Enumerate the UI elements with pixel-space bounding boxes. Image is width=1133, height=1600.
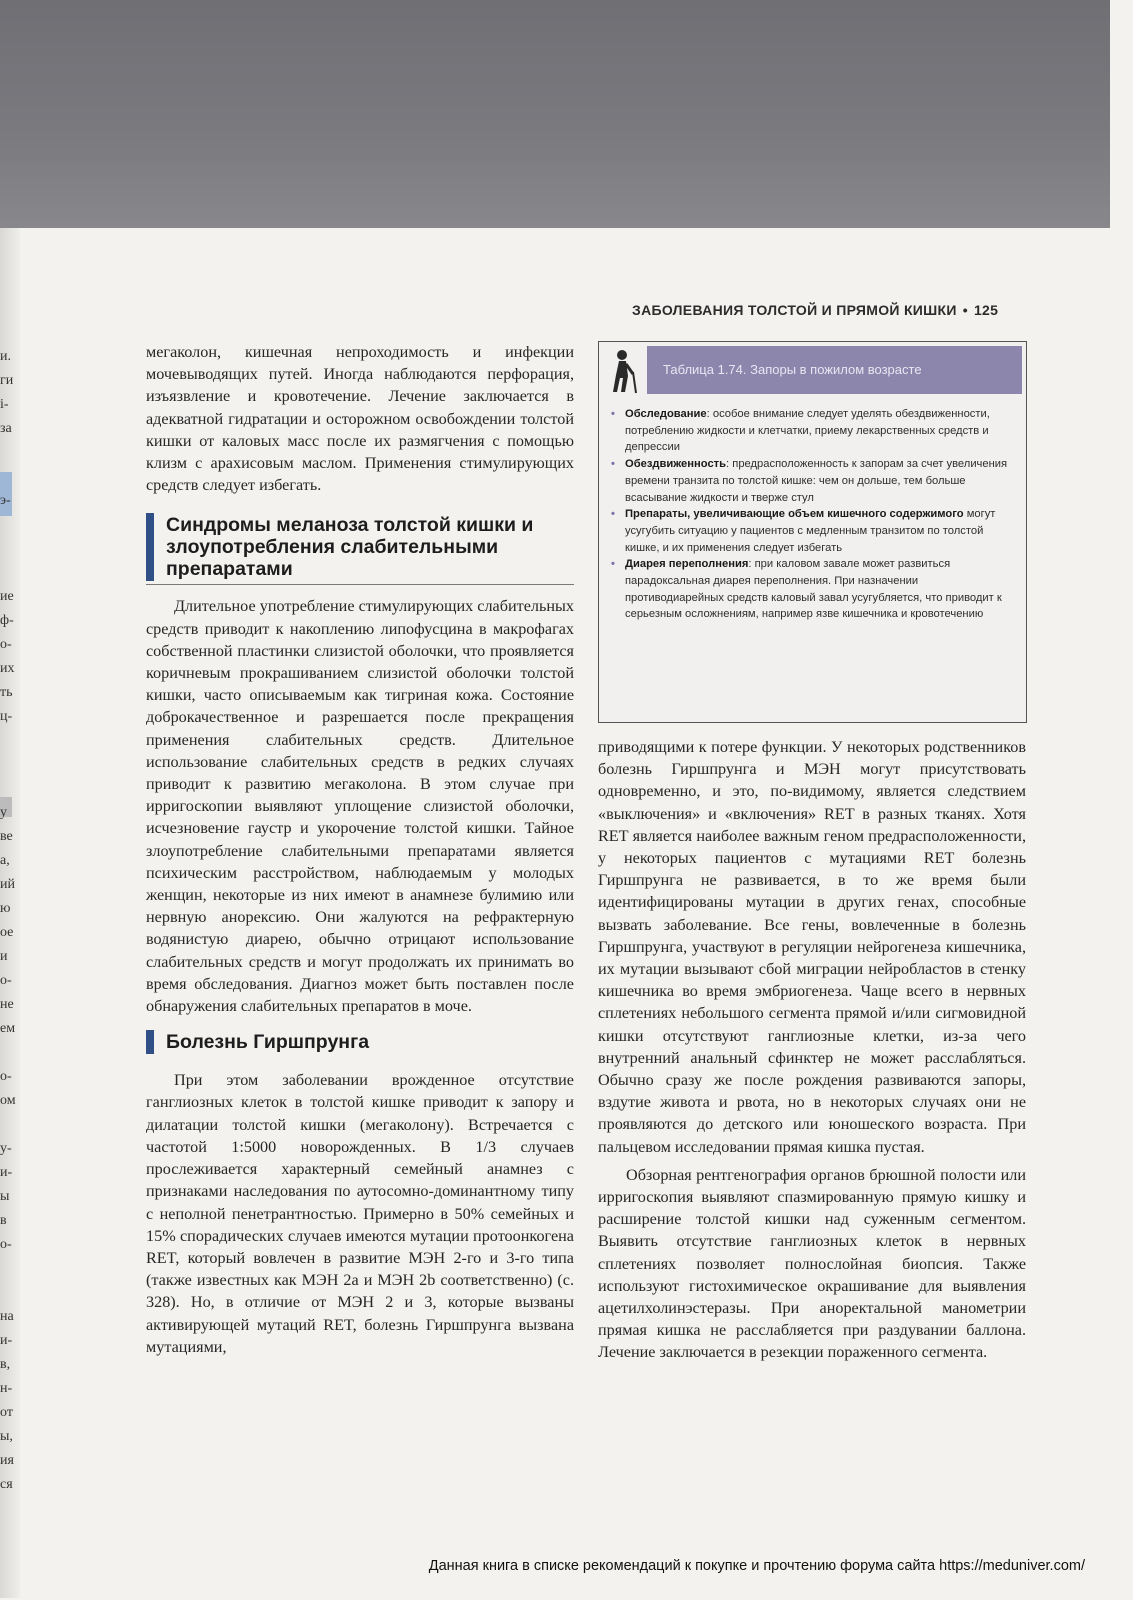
paragraph: Длительное употребление стимулирующих слабительных средств приводит к накоплению липофусцина в макрофагах собственной пластинки слизистой оболочки, что проявляется коричневым прокрашиванием слизистой оболочки толстой кишки, часто описываемым как тигриная кожа. Состояние доброкачественное и разрешается после прекращения применения слабительных средств. Длительное использование слабительных средств в редких случаях приводит к развитию мегаколона. В этом случае при ирригоскопии выявляют уплощение слизистой оболочки, исчезновение гаустр и укорочение толстой кишки. Тайное злоупотребление слабительными препаратами является психическим расстройством, наблюдаемым у молодых женщин, некоторые из них имеют в анамнезе булимию или нервную анорексию. Они жалуются на рефрактерную водянистую диарею, обычно отрицают использование слабительных средств и могут продолжать их принимать во время обследования. Диагноз может быть поставлен после обнаружения слабительных препаратов в моче. [146,597,574,1016]
right-column [598,736,1026,1364]
edge-fragment: ом [0,1093,16,1108]
edge-fragment: о- [0,1069,12,1084]
paragraph: приводящими к потере функции. У некоторых родственников болезнь Гиршпрунга и МЭН могут присутствовать одновременно, и это, по-видимому, является следствием «выключения» и «включения» RET в разных тканях. Хотя RET является наиболее важным геном предрасположенности, у некоторых пациентов с мутациями RET болезнь Гиршпрунга не развивается, в то же время были идентифицированы мутации в других генах, способные вызвать заболевание. Все гены, вовлеченные в болезнь Гиршпрунга, участвуют в регуляции нейрогенеза кишечника, их мутации вызывают сбой миграции нейробластов в стенку кишечника во время эмбриогенеза. Чаще всего в нервных сплетениях небольшого сегмента прямой и/или сигмовидной кишки отсутствуют ганглиозные клетки, из-за чего внутренний анальный сфинктер не может расслабляться. Обычно сразу же после рождения развиваются запоры, вздутие живота и рвота, но в некоторых случаях они не проявляются до детского или юношеского возраста. При пальцевом исследовании прямая кишка пустая. [598,738,1026,1156]
box-item-text: : предрасположенность к запорам за счет увеличения времени транзита по толстой кишке: чем он дольше, тем больше всасывание жидкости и тверже стул [625,458,1008,504]
edge-fragment: ы, [0,1429,13,1444]
edge-fragment: в, [0,1357,11,1372]
edge-fragment: о- [0,973,12,988]
box-item-term: Препараты, увеличивающие объем кишечного содержимого [625,508,964,521]
bullet-icon: • [611,458,615,471]
edge-fragment: ся [0,1477,13,1492]
edge-fragment: ги [0,373,14,388]
heading-text: Синдромы меланоза толстой кишки и злоупотребления слабительными препаратами [166,514,534,581]
edge-fragment [0,537,20,561]
footer-note: Данная книга в списке рекомендаций к покупке и прочтению форума сайта https://meduniver.com/ [428,1558,1085,1574]
previous-page-text-fragments [0,345,20,1497]
edge-fragment: ем [0,1021,16,1036]
box-title: Таблица 1.74. Запоры в пожилом возрасте [647,346,1022,394]
edge-fragment [0,513,20,537]
edge-fragment [0,1281,20,1305]
running-head-separator: • [962,302,968,318]
box-item-term: Обследование [625,408,707,420]
edge-fragment: их [0,661,15,676]
heading-bar [146,1030,154,1054]
bullet-icon: • [611,508,615,521]
box-item-text: : при каловом завале может развиться парадоксальная диарея переполнения. При назначении противодиарейных средств каловый завал усугубляется, что приводит к серьезным осложнениям, например язве кишечника и кровотечению [625,558,1002,621]
box-item-term: Обездвиженность [625,458,727,471]
heading-text: Болезнь Гиршпрунга [166,1031,370,1054]
edge-fragment: ть [0,685,13,700]
edge-fragment: і- [0,397,9,412]
paragraph: При этом заболевании врожденное отсутствие ганглиозных клеток в толстой кишке приводит к запору и дилатации толстой кишки (мегаколону). Встречается с частотой 1:5000 новорожденных. В 1/3 случаев прослеживается характерный семейный анамнез с признаками наследования по аутосомно-доминантному типу с неполной пенетрантностью. Примерно в 50% семейных и 15% спорадических случаев имеются мутации протоонкогена RET, который вовлечен в развитие МЭН 2-го и 3-го типа (также известных как МЭН 2а и МЭН 2b соответственно) (с. 328). Но, в отличие от МЭН 2 и 3, которые вызваны активирующей мутаций RET, болезнь Гиршпрунга вызвана мутациями, [146,1071,574,1356]
edge-fragment: ф- [0,613,14,628]
edge-fragment: а, [0,853,10,868]
edge-fragment: ы [0,1189,10,1204]
paragraph: Обзорная рентгенография органов брюшной полости или ирригоскопия выявляют спазмированную прямую кишку и расширение толстой кишки над суженным сегментом. Выявить отсутствие ганглиозных клеток в нервных сплетениях позволяет полнослойная биопсия. Также используют гистохимическое окрашивание для выявления ацетилхолинэстеразы. При аноректальной манометрии прямая кишка не расслабляется при раздувании баллона. Лечение заключается в резекции пораженного сегмента. [598,1165,1026,1362]
running-head [632,302,1052,318]
edge-fragment: ю [0,901,11,916]
box-list-item [609,406,1016,456]
box-list-item [609,506,1016,556]
table-box-constipation-elderly [598,341,1027,723]
bullet-icon: • [611,558,615,571]
box-item-text: могут усугубить ситуацию у пациентов с медленным транзитом по толстой кишке, и их применения следует избегать [625,508,996,554]
heading-bar [146,513,154,581]
running-head-title: ЗАБОЛЕВАНИЯ ТОЛСТОЙ И ПРЯМОЙ КИШКИ [632,302,957,318]
paragraph: мегаколон, кишечная непроходимость и инфекции мочевыводящих путей. Иногда наблюдаются перфорация, изъязвление и кровотечение. Лечение заключается в адекватной гидратации и осторожном освобождении толстой кишки от каловых масс после их размягчения с помощью клизм с арахисовым маслом. Применения стимулирующих средств следует избегать. [146,343,574,495]
edge-fragment: ое [0,925,14,940]
edge-fragment [0,729,20,753]
edge-fragment [0,441,20,465]
edge-fragment: и- [0,1165,13,1180]
left-column [146,341,574,1358]
edge-fragment [0,1041,20,1065]
edge-fragment: ий [0,877,15,892]
edge-fragment: и. [0,349,11,364]
edge-fragment: за [0,421,12,436]
elderly-person-icon [605,348,643,394]
box-item-term: Диарея переполнения [625,558,749,571]
edge-fragment: у- [0,1141,12,1156]
edge-fragment: ц- [0,709,13,724]
edge-fragment: ие [0,589,14,604]
edge-fragment [0,561,20,585]
edge-fragment: н- [0,1381,13,1396]
edge-fragment: на [0,1309,14,1324]
edge-fragment: э- [0,493,11,508]
edge-fragment: от [0,1405,13,1420]
edge-fragment [0,777,20,801]
edge-fragment: и [0,949,8,964]
scan-dark-band [0,0,1110,228]
section-heading-hirschsprung [146,1027,574,1057]
edge-fragment: о- [0,637,12,652]
box-list [609,406,1016,623]
edge-fragment [0,1113,20,1137]
edge-fragment: о- [0,1237,12,1252]
edge-fragment: в [0,1213,7,1228]
edge-fragment [0,465,20,489]
edge-fragment [0,1257,20,1281]
edge-fragment [0,753,20,777]
box-list-item [609,456,1016,506]
page-number: 125 [973,302,999,318]
edge-fragment: ия [0,1453,14,1468]
edge-fragment: ве [0,829,13,844]
edge-fragment: и- [0,1333,13,1348]
box-list-item [609,556,1016,623]
edge-fragment: у [0,805,7,820]
box-item-text: : особое внимание следует уделять обездвиженности, потреблению жидкости и клетчатки, приему лекарственных средств и депрессии [625,408,990,454]
bullet-icon: • [611,408,615,420]
edge-fragment: не [0,997,14,1012]
section-heading-melanosis [146,510,574,585]
box-header [599,342,1026,400]
